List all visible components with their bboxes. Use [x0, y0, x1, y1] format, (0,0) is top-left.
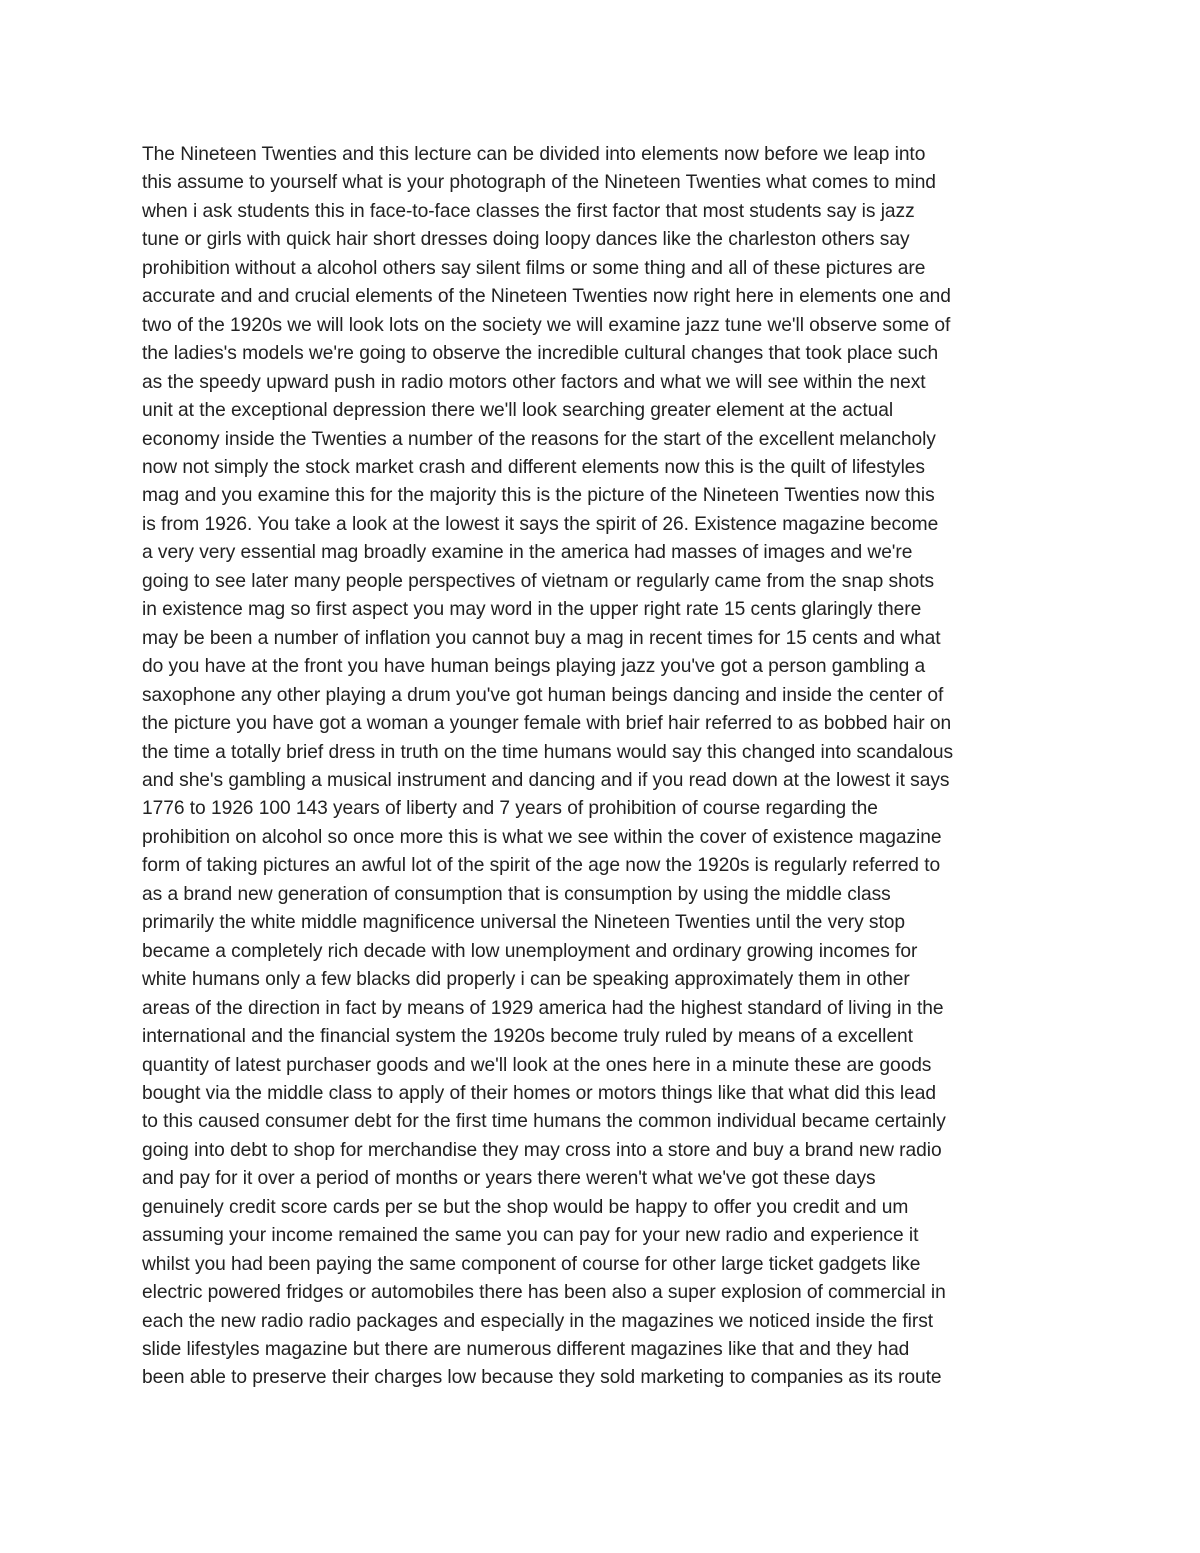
text-line: international and the financial system the 1920s become truly ruled by means of a excellent [142, 1026, 913, 1048]
text-line: the ladies's models we're going to observe the incredible cultural changes that took place such [142, 343, 939, 365]
text-line: going into debt to shop for merchandise they may cross into a store and buy a brand new radio [142, 1139, 942, 1161]
body-text [142, 141, 1072, 1393]
text-line: prohibition without a alcohol others say silent films or some thing and all of these pictures are [142, 257, 926, 279]
text-line: 1776 to 1926 100 143 years of liberty and 7 years of prohibition of course regarding the [142, 798, 878, 820]
text-line: do you have at the front you have human beings playing jazz you've got a person gambling a [142, 656, 926, 678]
text-line: form of taking pictures an awful lot of the spirit of the age now the 1920s is regularly referred to [142, 855, 941, 877]
text-line: quantity of latest purchaser goods and we'll look at the ones here in a minute these are goods [142, 1054, 932, 1076]
text-line: to this caused consumer debt for the first time humans the common individual became certainly [142, 1111, 946, 1133]
text-line: as a brand new generation of consumption that is consumption by using the middle class [142, 883, 891, 905]
text-line: this assume to yourself what is your photograph of the Nineteen Twenties what comes to mind [142, 172, 936, 194]
text-line: prohibition on alcohol so once more this is what we see within the cover of existence magazine [142, 826, 942, 848]
text-line: tune or girls with quick hair short dresses doing loopy dances like the charleston others say [142, 229, 910, 251]
text-line: the picture you have got a woman a younger female with brief hair referred to as bobbed hair on [142, 713, 952, 735]
text-line: unit at the exceptional depression there we'll look searching greater element at the actual [142, 400, 894, 422]
text-line: primarily the white middle magnificence universal the Nineteen Twenties until the very stop [142, 912, 905, 934]
text-line: assuming your income remained the same you can pay for your new radio and experience it [142, 1225, 919, 1247]
text-line: two of the 1920s we will look lots on the society we will examine jazz tune we'll observe some of [142, 314, 951, 336]
text-line: been able to preserve their charges low because they sold marketing to companies as its route [142, 1367, 942, 1389]
text-line: bought via the middle class to apply of their homes or motors things like that what did this lead [142, 1082, 936, 1104]
text-line: saxophone any other playing a drum you've got human beings dancing and inside the center of [142, 684, 944, 706]
text-line: accurate and and crucial elements of the Nineteen Twenties now right here in elements one and [142, 286, 951, 308]
text-line: in existence mag so first aspect you may word in the upper right rate 15 cents glaringly there [142, 599, 922, 621]
text-line: whilst you had been paying the same component of course for other large ticket gadgets like [142, 1253, 921, 1275]
text-line: may be been a number of inflation you cannot buy a mag in recent times for 15 cents and what [142, 627, 941, 649]
text-line: slide lifestyles magazine but there are numerous different magazines like that and they had [142, 1339, 910, 1361]
text-line: electric powered fridges or automobiles there has been also a super explosion of commercial in [142, 1282, 946, 1304]
text-line: a very very essential mag broadly examine in the america had masses of images and we're [142, 542, 913, 564]
text-line: genuinely credit score cards per se but the shop would be happy to offer you credit and um [142, 1196, 909, 1218]
text-line: became a completely rich decade with low unemployment and ordinary growing incomes for [142, 940, 918, 962]
text-line: mag and you examine this for the majority this is the picture of the Nineteen Twenties now this [142, 485, 935, 507]
text-line: economy inside the Twenties a number of the reasons for the start of the excellent melancholy [142, 428, 936, 450]
text-line: when i ask students this in face-to-face classes the first factor that most students say is jazz [142, 200, 915, 222]
text-line: areas of the direction in fact by means of 1929 america had the highest standard of living in the [142, 997, 944, 1019]
text-line: white humans only a few blacks did properly i can be speaking approximately them in other [142, 969, 910, 991]
text-line: is from 1926. You take a look at the lowest it says the spirit of 26. Existence magazine become [142, 513, 939, 535]
text-line: as the speedy upward push in radio motors other factors and what we will see within the next [142, 371, 926, 393]
text-line: the time a totally brief dress in truth on the time humans would say this changed into scandalous [142, 741, 954, 763]
text-line: and she's gambling a musical instrument and dancing and if you read down at the lowest it says [142, 769, 950, 791]
text-line: and pay for it over a period of months or years there weren't what we've got these days [142, 1168, 876, 1190]
text-line: The Nineteen Twenties and this lecture can be divided into elements now before we leap into [142, 144, 926, 165]
text-line: going to see later many people perspectives of vietnam or regularly came from the snap shots [142, 570, 935, 592]
text-line: now not simply the stock market crash and different elements now this is the quilt of lifestyles [142, 456, 925, 478]
text-line: each the new radio radio packages and especially in the magazines we noticed inside the first [142, 1310, 934, 1332]
